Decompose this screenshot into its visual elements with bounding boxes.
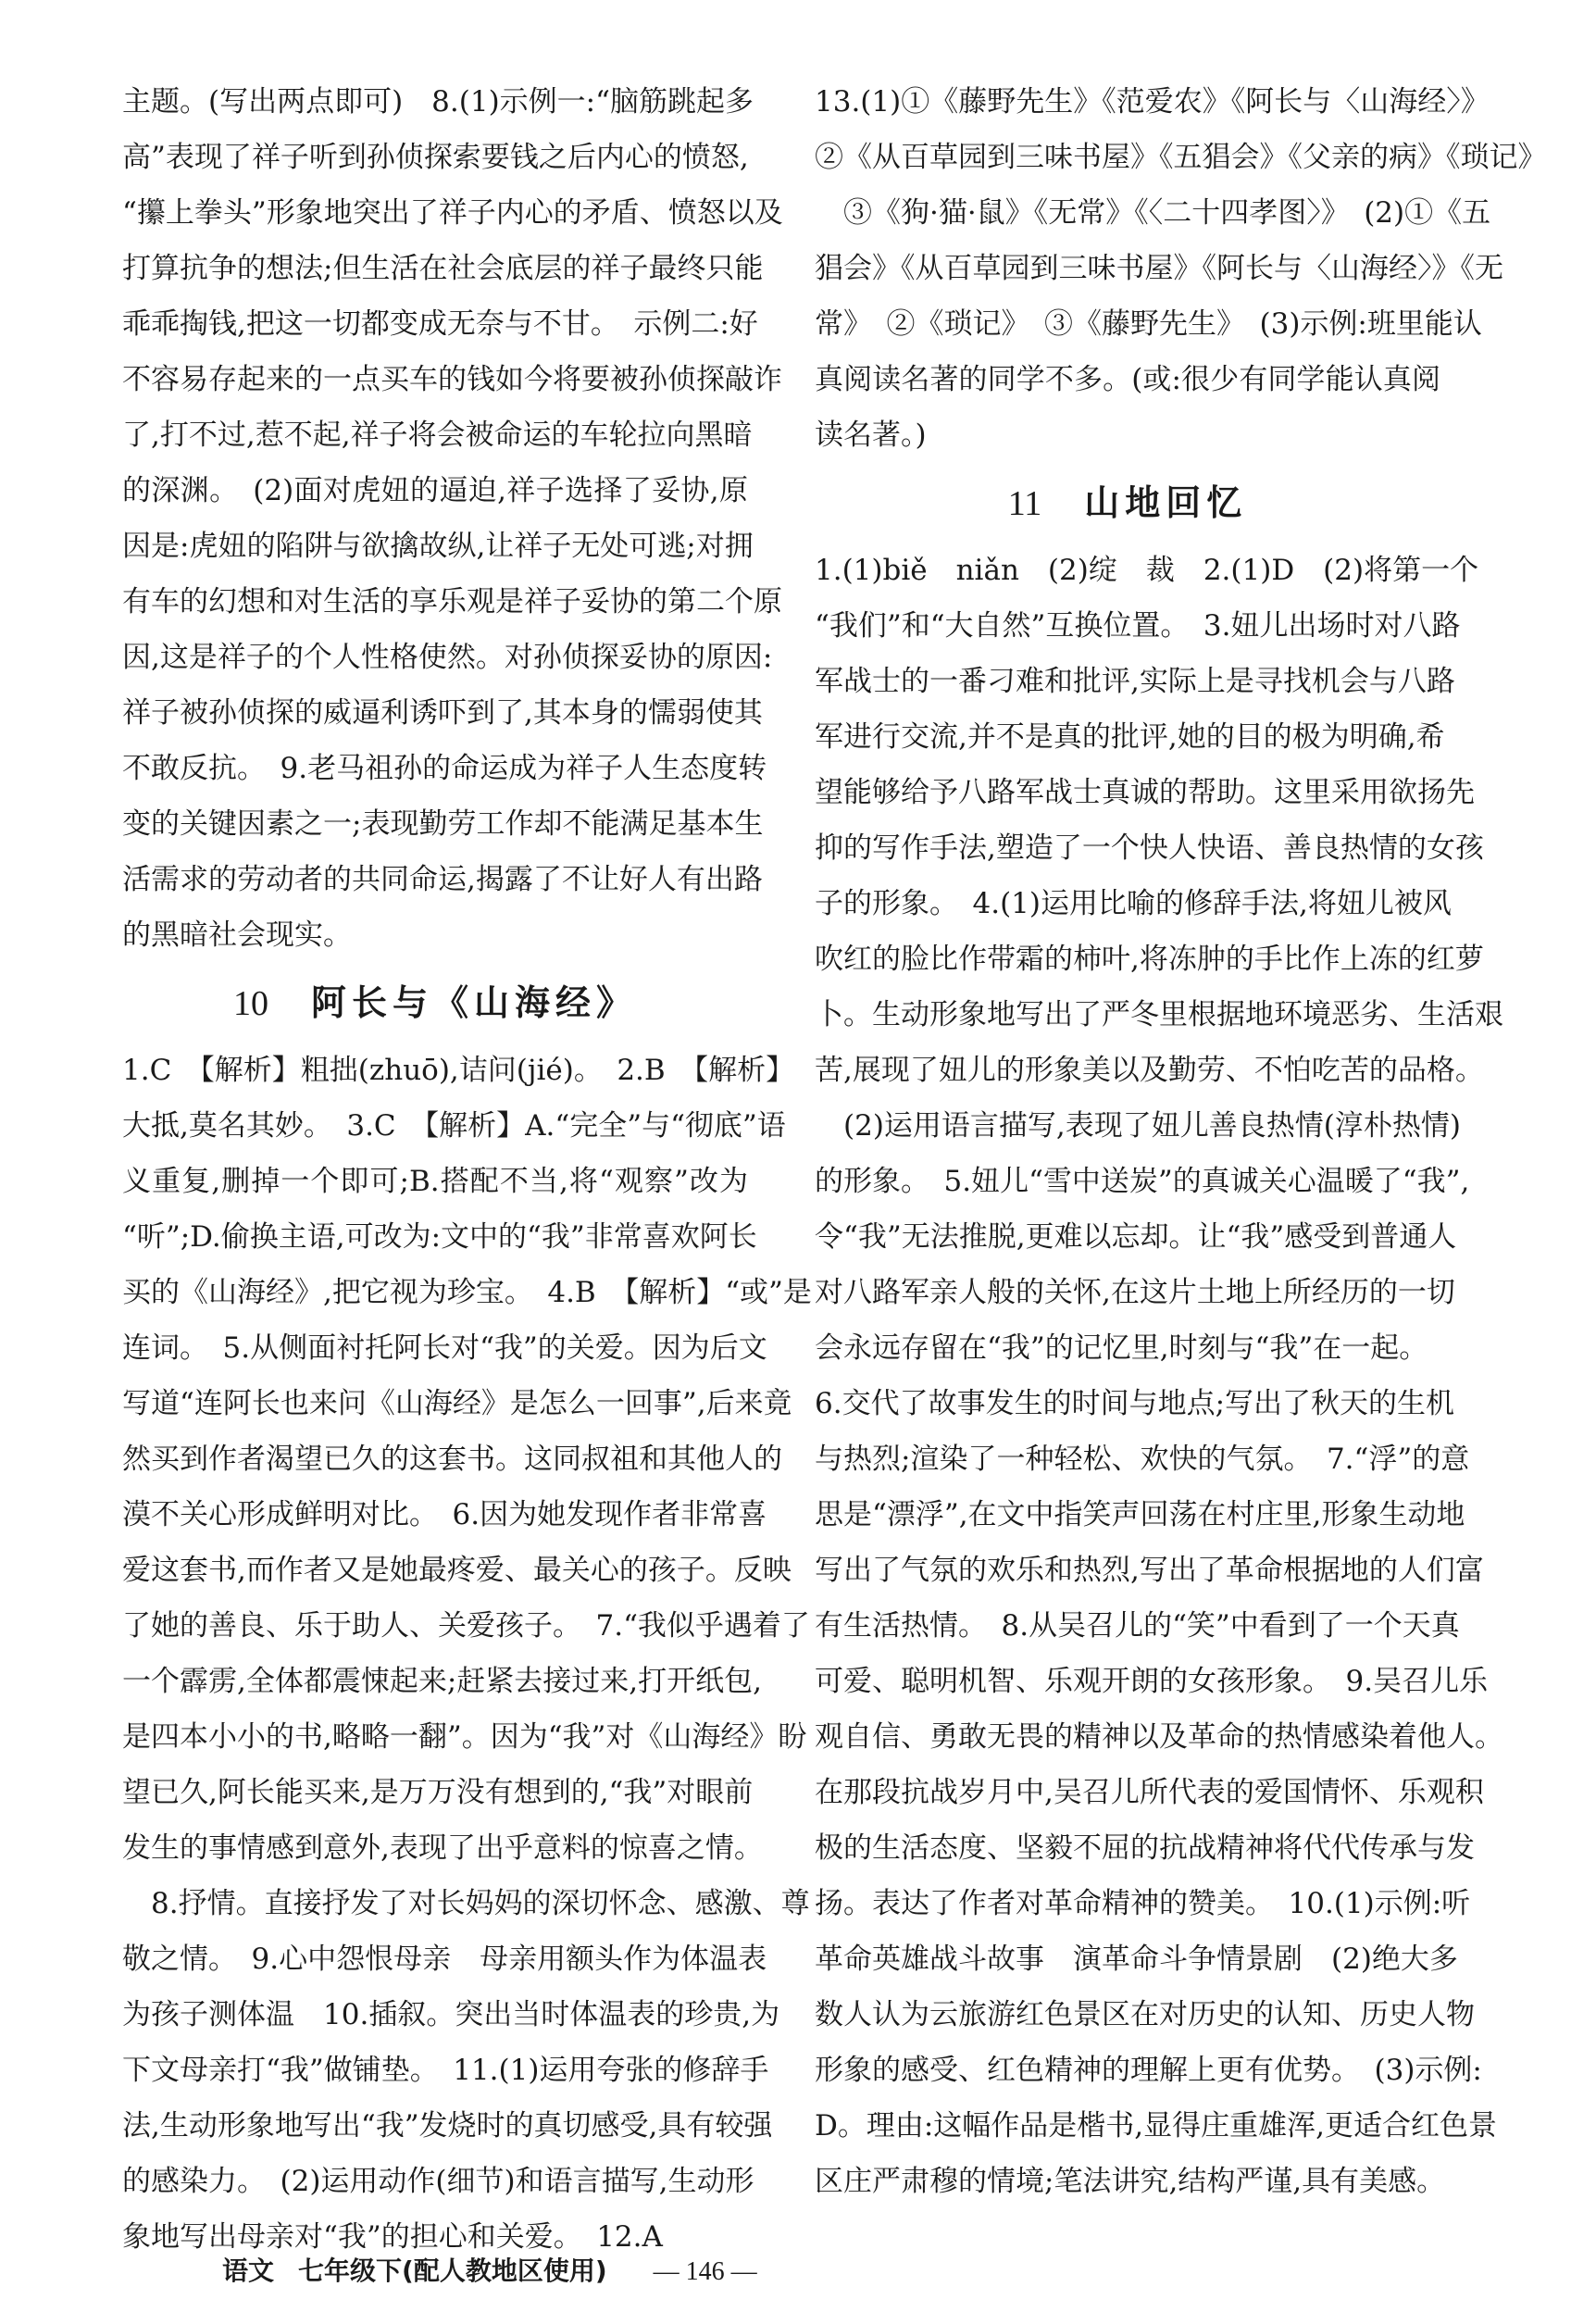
text-line: 爱这套书,而作者又是她最疼爱、最关心的孩子。反映 bbox=[122, 1554, 792, 1587]
text-line: 13.(1)①《藤野先生》《范爱农》《阿长与〈山海经〉》 bbox=[815, 85, 1490, 119]
text-line: 高”表现了祥子听到孙侦探索要钱之后内心的愤怒, bbox=[122, 141, 749, 174]
text-line: 的黑暗社会现实。 bbox=[122, 918, 352, 952]
page-number: — 146 — bbox=[653, 2257, 757, 2286]
right-text-block-a bbox=[815, 74, 1547, 463]
text-line: 了,打不过,惹不起,祥子将会被命运的车轮拉向黑暗 bbox=[122, 419, 753, 452]
text-line: 是四本小小的书,略略一翻”。因为“我”对《山海经》盼 bbox=[122, 1720, 807, 1754]
text-line: D。理由:这幅作品是楷书,显得庄重雄浑,更适合红色景 bbox=[815, 2109, 1498, 2143]
text-line: (2)运用语言描写,表现了妞儿善良热情(淳朴热情) bbox=[815, 1109, 1461, 1143]
text-line: 敬之情。 9.心中怨恨母亲 母亲用额头作为体温表 bbox=[122, 1943, 767, 1976]
left-column bbox=[122, 74, 812, 2265]
text-line: 为孩子测体温 10.插叙。突出当时体温表的珍贵,为 bbox=[122, 1998, 780, 2031]
text-line: ③《狗·猫·鼠》《无常》《〈二十四孝图〉》 (2)①《五 bbox=[815, 196, 1491, 230]
text-line: 真阅读名著的同学不多。(或:很少有同学能认真阅 bbox=[815, 363, 1440, 396]
text-line: 区庄严肃穆的情境;笔法讲究,结构严谨,具有美感。 bbox=[815, 2165, 1446, 2198]
text-line: 卜。生动形象地写出了严冬里根据地环境恶劣、生活艰 bbox=[815, 998, 1503, 1031]
text-line: 抑的写作手法,塑造了一个快人快语、善良热情的女孩 bbox=[815, 831, 1484, 865]
text-line: 对八路军亲人般的关怀,在这片土地上所经历的一切 bbox=[815, 1276, 1455, 1309]
text-line: 因是:虎妞的陷阱与欲擒故纵,让祥子无处可逃;对拥 bbox=[122, 530, 754, 563]
text-line: 不容易存起来的一点买车的钱如今将要被孙侦探敲诈 bbox=[122, 363, 782, 396]
text-line: 了她的善良、乐于助人、关爱孩子。 7.“我似乎遇着了 bbox=[122, 1609, 810, 1643]
text-line: 的形象。 5.妞儿“雪中送炭”的真诚关心温暖了“我”, bbox=[815, 1165, 1470, 1198]
text-line: 活需求的劳动者的共同命运,揭露了不让好人有出路 bbox=[122, 863, 763, 896]
text-line: 买的《山海经》,把它视为珍宝。 4.B 【解析】“或”是 bbox=[122, 1276, 812, 1309]
text-line: 不敢反抗。 9.老马祖孙的命运成为祥子人生态度转 bbox=[122, 752, 767, 785]
text-line: “听”;D.偷换主语,可改为:文中的“我”非常喜欢阿长 bbox=[122, 1220, 757, 1254]
section-heading-11 bbox=[815, 463, 1440, 543]
text-line: 思是“漂浮”,在文中指笑声回荡在村庄里,形象生动地 bbox=[815, 1498, 1465, 1531]
text-line: 数人认为云旅游红色景区在对历史的认知、历史人物 bbox=[815, 1998, 1475, 2031]
text-line: 扬。表达了作者对革命精神的赞美。 10.(1)示例:听 bbox=[815, 1887, 1471, 1920]
text-line: 观自信、勇敢无畏的精神以及革命的热情感染着他人。 bbox=[815, 1720, 1503, 1754]
text-line: 祥子被孙侦探的威逼利诱吓到了,其本身的懦弱使其 bbox=[122, 696, 763, 730]
footer-subject: 语文 bbox=[222, 2255, 275, 2286]
text-line: 8.抒情。直接抒发了对长妈妈的深切怀念、感激、尊 bbox=[122, 1887, 810, 1920]
section-number: 10 bbox=[232, 984, 268, 1023]
text-line: 军进行交流,并不是真的批评,她的目的极为明确,希 bbox=[815, 720, 1445, 754]
text-line: 下文母亲打“我”做铺垫。 11.(1)运用夸张的修辞手 bbox=[122, 2054, 769, 2087]
text-line: 令“我”无法推脱,更难以忘却。让“我”感受到普通人 bbox=[815, 1220, 1457, 1254]
text-line: 有生活热情。 8.从吴召儿的“笑”中看到了一个天真 bbox=[815, 1609, 1460, 1643]
text-line: “我们”和“大自然”互换位置。 3.妞儿出场时对八路 bbox=[815, 609, 1461, 643]
text-line: 1.(1)biě niǎn (2)绽 裁 2.(1)D (2)将第一个 bbox=[815, 554, 1479, 587]
text-line: 的感染力。 (2)运用动作(细节)和语言描写,生动形 bbox=[122, 2165, 754, 2198]
left-text-block-b bbox=[122, 1043, 812, 2265]
text-line: 6.交代了故事发生的时间与地点;写出了秋天的生机 bbox=[815, 1387, 1455, 1420]
text-line: 连词。 5.从侧面衬托阿长对“我”的关爱。因为后文 bbox=[122, 1331, 767, 1365]
section-number: 11 bbox=[1007, 484, 1042, 523]
text-line: 形象的感受、红色精神的理解上更有优势。 (3)示例: bbox=[815, 2054, 1482, 2087]
text-line: 因,这是祥子的个人性格使然。对孙侦探妥协的原因: bbox=[122, 641, 773, 674]
text-line: 与热烈;渲染了一种轻松、欢快的气氛。 7.“浮”的意 bbox=[815, 1443, 1470, 1476]
text-line: 望已久,阿长能买来,是万万没有想到的,“我”对眼前 bbox=[122, 1776, 754, 1809]
text-line: 漠不关心形成鲜明对比。 6.因为她发现作者非常喜 bbox=[122, 1498, 767, 1531]
text-line: 革命英雄战斗故事 演革命斗争情景剧 (2)绝大多 bbox=[815, 1943, 1458, 1976]
text-line: 打算抗争的想法;但生活在社会底层的祥子最终只能 bbox=[122, 252, 764, 285]
text-line: 主题。(写出两点即可) 8.(1)示例一:“脑筋跳起多 bbox=[122, 85, 754, 119]
text-line: 猖会》《从百草园到三味书屋》《阿长与〈山海经〉》《无 bbox=[815, 252, 1503, 285]
text-line: 有车的幻想和对生活的享乐观是祥子妥协的第二个原 bbox=[122, 585, 782, 618]
text-line: ②《从百草园到三味书屋》《五猖会》《父亲的病》《琐记》 bbox=[815, 141, 1547, 174]
text-line: 读名著。) bbox=[815, 419, 927, 452]
text-line: 一个霹雳,全体都震悚起来;赶紧去接过来,打开纸包, bbox=[122, 1665, 763, 1698]
text-line: 军战士的一番刁难和批评,实际上是寻找机会与八路 bbox=[815, 665, 1455, 698]
text-line: 发生的事情感到意外,表现了出乎意料的惊喜之情。 bbox=[122, 1831, 763, 1865]
text-line: 的深渊。 (2)面对虎妞的逼迫,祥子选择了妥协,原 bbox=[122, 474, 748, 507]
footer-grade: 七年级下(配人教地区使用) bbox=[298, 2255, 607, 2286]
text-line: “攥上拳头”形象地突出了祥子内心的矛盾、愤怒以及 bbox=[122, 196, 783, 230]
text-line: 在那段抗战岁月中,吴召儿所代表的爱国情怀、乐观积 bbox=[815, 1776, 1484, 1809]
text-line: 极的生活态度、坚毅不屈的抗战精神将代代传承与发 bbox=[815, 1831, 1475, 1865]
text-line: 写道“连阿长也来问《山海经》是怎么一回事”,后来竟 bbox=[122, 1387, 792, 1420]
text-line: 变的关键因素之一;表现勤劳工作却不能满足基本生 bbox=[122, 807, 764, 841]
text-line: 法,生动形象地写出“我”发烧时的真切感受,具有较强 bbox=[122, 2109, 773, 2143]
text-line: 大抵,莫名其妙。 3.C 【解析】A.“完全”与“彻底”语 bbox=[122, 1109, 786, 1143]
text-line: 1.C 【解析】粗拙(zhuō),诘问(jié)。 2.B 【解析】 bbox=[122, 1054, 795, 1087]
text-line: 子的形象。 4.(1)运用比喻的修辞手法,将妞儿被风 bbox=[815, 887, 1452, 920]
text-line: 写出了气氛的欢乐和热烈,写出了革命根据地的人们富 bbox=[815, 1554, 1484, 1587]
text-line: 可爱、聪明机智、乐观开朗的女孩形象。 9.吴召儿乐 bbox=[815, 1665, 1489, 1698]
text-line: 苦,展现了妞儿的形象美以及勤劳、不怕吃苦的品格。 bbox=[815, 1054, 1484, 1087]
section-title: 山地回忆 bbox=[1084, 481, 1248, 523]
right-column bbox=[815, 74, 1547, 2209]
text-line: 义重复,删掉一个即可;B.搭配不当,将“观察”改为 bbox=[122, 1165, 748, 1198]
text-line: 吹红的脸比作带霜的柿叶,将冻肿的手比作上冻的红萝 bbox=[815, 943, 1484, 976]
text-line: 象地写出母亲对“我”的担心和关爱。 12.A bbox=[122, 2220, 663, 2254]
text-line: 常》 ②《琐记》 ③《藤野先生》 (3)示例:班里能认 bbox=[815, 307, 1482, 341]
text-line: 望能够给予八路军战士真诚的帮助。这里采用欲扬先 bbox=[815, 776, 1475, 809]
section-title: 阿长与《山海经》 bbox=[310, 981, 637, 1023]
left-text-block-a bbox=[122, 74, 783, 963]
text-line: 然买到作者渴望已久的这套书。这同叔祖和其他人的 bbox=[122, 1443, 782, 1476]
section-heading-10 bbox=[122, 963, 748, 1043]
text-line: 会永远存留在“我”的记忆里,时刻与“我”在一起。 bbox=[815, 1331, 1428, 1365]
page-footer bbox=[222, 2248, 1374, 2294]
right-text-block-b bbox=[815, 543, 1503, 2209]
text-line: 乖乖掏钱,把这一切都变成无奈与不甘。 示例二:好 bbox=[122, 307, 758, 341]
